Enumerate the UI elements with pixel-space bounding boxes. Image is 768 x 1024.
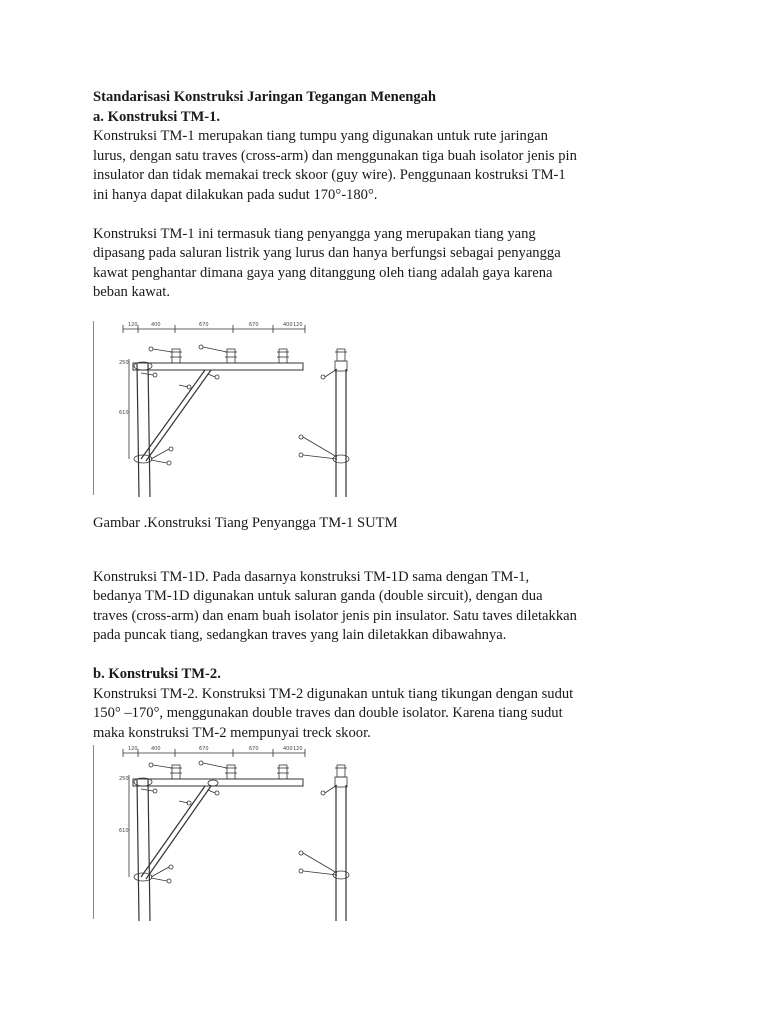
dimension-label: 670 — [199, 746, 209, 753]
document-page — [93, 88, 693, 921]
dimension-label: 670 — [249, 321, 259, 328]
text-line: kawat penghantar dimana gaya yang ditanggung oleh tiang adalah gaya karena — [93, 264, 553, 281]
paragraph-tm2 — [93, 685, 693, 744]
text-line: Konstruksi TM-1 ini termasuk tiang penyangga yang merupakan tiang yang — [93, 225, 536, 242]
dimension-label: 610 — [119, 828, 129, 835]
dimension-label: 400 — [151, 321, 161, 328]
text-line: dipasang pada saluran listrik yang lurus dan hanya berfungsi sebagai penyangga — [93, 245, 561, 261]
text-line: ini hanya dapat dilakukan pada sudut 170°-180°. — [93, 186, 378, 203]
dimension-label: 120 — [128, 746, 138, 753]
text-line: lurus, dengan satu traves (cross-arm) dan menggunakan tiga buah isolator jenis pin — [93, 147, 577, 164]
text-line: beban kawat. — [93, 284, 170, 300]
text-line: bedanya TM-1D digunakan untuk saluran ganda (double sircuit), dengan dua — [93, 588, 543, 605]
section-a-heading: a. Konstruksi TM-1. — [93, 108, 221, 125]
text-line: Konstruksi TM-1D. Pada dasarnya konstruksi TM-1D sama dengan TM-1, — [93, 568, 530, 585]
paragraph-tm1-intro — [93, 127, 693, 205]
text-line: Konstruksi TM-2. Konstruksi TM-2 digunakan untuk tiang tikungan dengan sudut — [93, 685, 574, 702]
text-line: 150° –170°, menggunakan double traves dan double isolator. Karena tiang sudut — [93, 705, 563, 722]
dimension-label: 670 — [199, 321, 209, 328]
text-line: Konstruksi TM-1 merupakan tiang tumpu yang digunakan untuk rute jaringan — [93, 128, 548, 144]
text-line: insulator dan tidak memakai treck skoor (guy wire). Penggunaan kostruksi TM-1 — [93, 167, 566, 183]
figure-tm2-pole-diagram — [93, 743, 693, 921]
dimension-label: 400 — [283, 746, 293, 753]
figure-caption: Gambar .Konstruksi Tiang Penyangga TM-1 SUTM — [93, 515, 398, 532]
dimension-label: 120 — [293, 746, 303, 753]
dimension-label: 670 — [249, 746, 259, 753]
dimension-label: 250 — [119, 776, 129, 783]
figure-tm1-pole-diagram — [93, 319, 693, 497]
dimension-label: 610 — [119, 409, 129, 416]
dimension-label: 250 — [119, 359, 129, 366]
paragraph-tm1-support — [93, 225, 693, 303]
section-b-heading: b. Konstruksi TM-2. — [93, 666, 221, 683]
dimension-label: 120 — [128, 321, 138, 328]
dimension-label: 400 — [151, 746, 161, 753]
text-line: pada puncak tiang, sedangkan traves yang lain diletakkan dibawahnya. — [93, 627, 507, 644]
text-line: traves (cross-arm) dan enam buah isolator jenis pin insulator. Satu taves diletakkan — [93, 607, 577, 624]
paragraph-tm1d — [93, 568, 693, 646]
document-title: Standarisasi Konstruksi Jaringan Tegangan Menengah — [93, 89, 437, 105]
dimension-label: 120 — [293, 321, 303, 328]
text-line: maka konstruksi TM-2 mempunyai treck skoor. — [93, 724, 371, 741]
dimension-label: 400 — [283, 321, 293, 328]
